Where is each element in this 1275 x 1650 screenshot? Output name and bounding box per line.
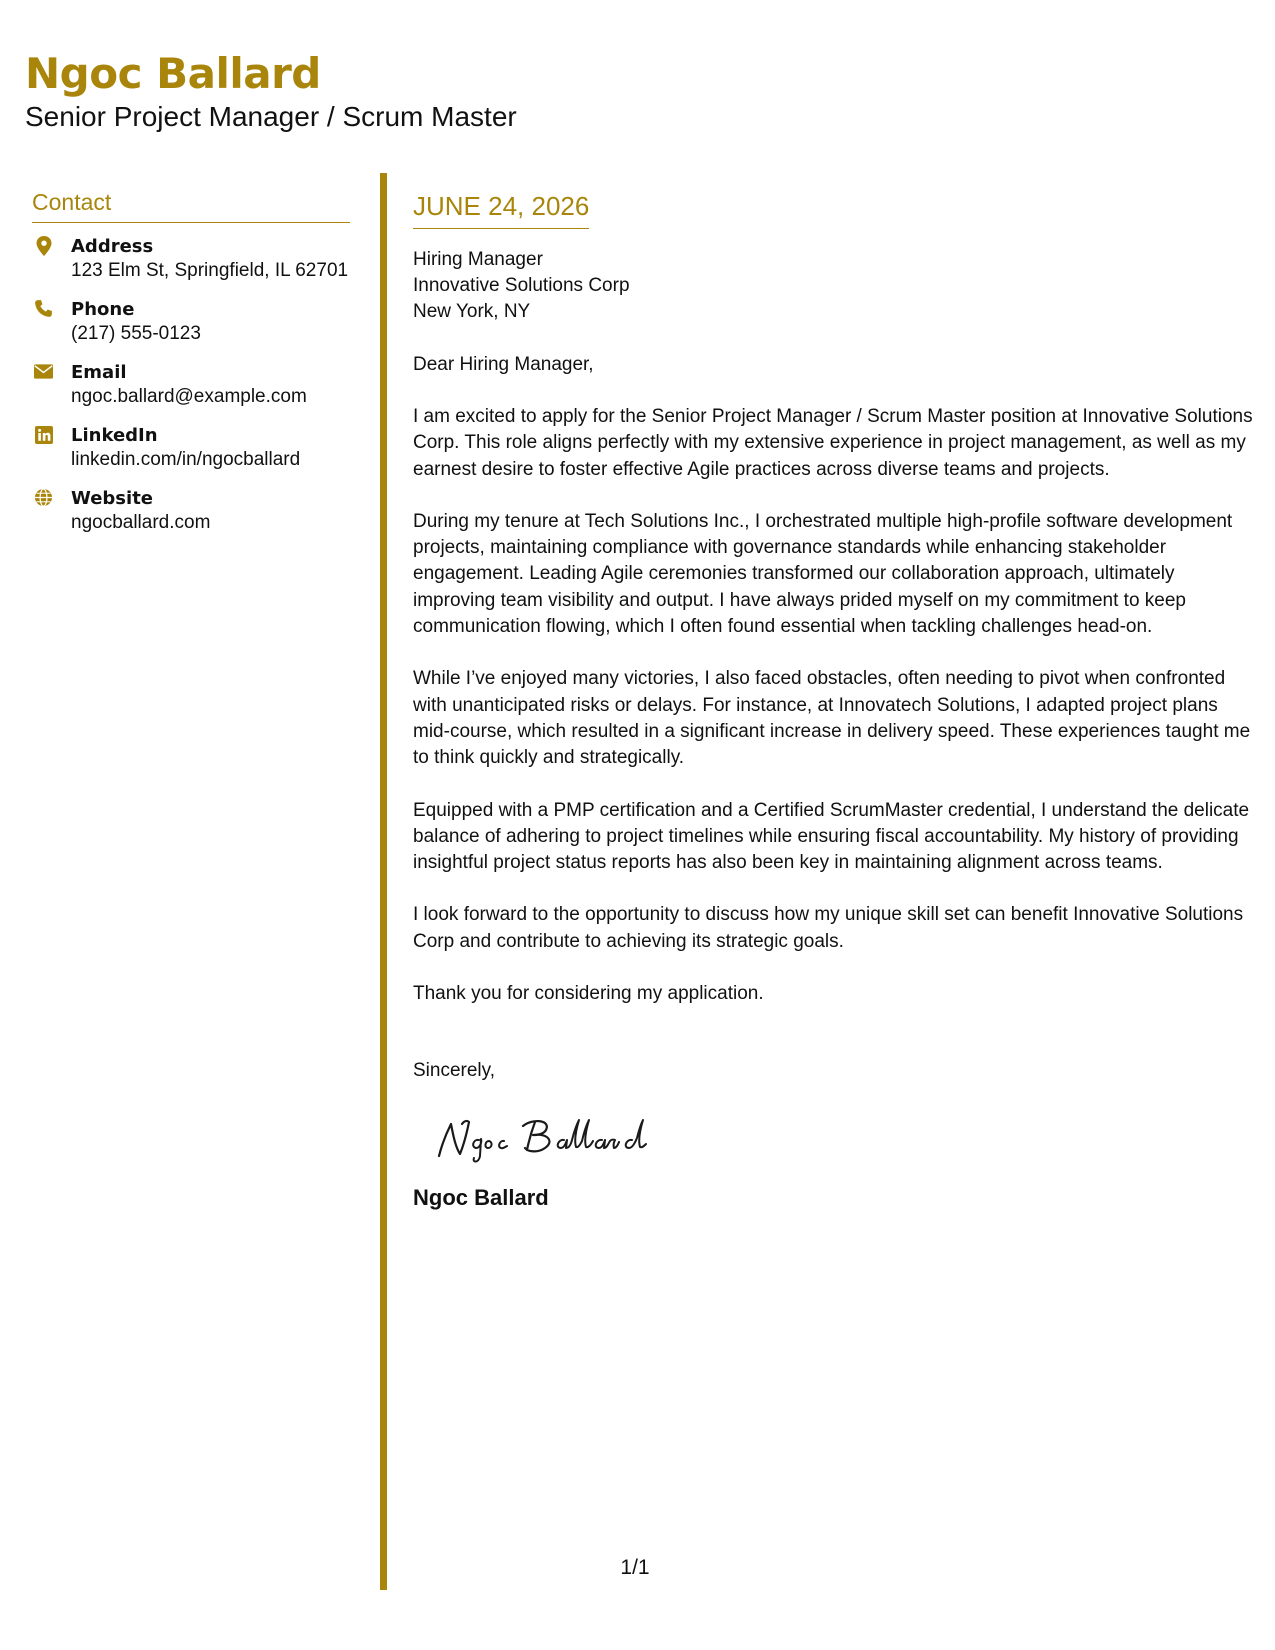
phone-value: (217) 555-0123 bbox=[71, 323, 201, 344]
job-title: Senior Project Manager / Scrum Master bbox=[25, 101, 517, 132]
contact-item-linkedin bbox=[32, 424, 350, 487]
contact-item-address bbox=[32, 235, 350, 298]
phone-label: Phone bbox=[71, 299, 135, 320]
contact-item-phone bbox=[32, 298, 350, 361]
contact-list bbox=[32, 235, 350, 550]
linkedin-value: linkedin.com/in/ngocballard bbox=[71, 449, 301, 470]
letter-paragraph: I look forward to the opportunity to discuss how my unique skill set can benefit Innovative Solutions Corp and contribute to achieving its strategic goals. bbox=[413, 904, 1244, 952]
letter-paragraph: During my tenure at Tech Solutions Inc., I orchestrated multiple high-profile software development projects, maintaining compliance with governance standards while enhancing stakeholder engagement. Leading Agile ceremonies transformed our collaboration approach, ultimately improving team visibility and output. I have always prided myself on my commitment to keep communication flowing, which I often found essential when tackling challenges head-on. bbox=[413, 510, 1233, 638]
letter-paragraph: Equipped with a PMP certification and a Certified ScrumMaster credential, I understand the delicate balance of adhering to project timelines while ensuring fiscal accountability. My history of providing insightful project status reports has also been key in maintaining alignment across teams. bbox=[413, 799, 1250, 874]
closing: Sincerely, bbox=[413, 1060, 496, 1082]
linkedin-icon bbox=[34, 425, 53, 444]
signer-name: Ngoc Ballard bbox=[413, 1185, 549, 1211]
envelope-icon bbox=[34, 362, 53, 381]
resume-header bbox=[25, 48, 517, 134]
contact-item-website bbox=[32, 487, 350, 550]
website-value: ngocballard.com bbox=[71, 512, 211, 533]
contact-sidebar bbox=[32, 188, 350, 550]
letter-date: JUNE 24, 2026 bbox=[413, 190, 589, 229]
applicant-name: Ngoc Ballard bbox=[25, 49, 321, 98]
location-pin-icon bbox=[34, 236, 53, 255]
letter-paragraph: While I’ve enjoyed many victories, I also faced obstacles, often needing to pivot when confronted with unanticipated risks or delays. For instance, at Innovatech Solutions, I adapted project plans mid-course, which resulted in a significant increase in delivery speed. These experiences taught me to think quickly and strategically. bbox=[413, 668, 1251, 769]
recipient-line: Innovative Solutions Corp bbox=[413, 275, 630, 296]
linkedin-label: LinkedIn bbox=[71, 425, 158, 446]
phone-icon bbox=[34, 299, 53, 318]
website-label: Website bbox=[71, 488, 154, 509]
contact-heading: Contact bbox=[32, 188, 350, 223]
vertical-divider bbox=[380, 173, 387, 1590]
letter-paragraph: Thank you for considering my application. bbox=[413, 983, 764, 1005]
address-label: Address bbox=[71, 236, 154, 257]
email-label: Email bbox=[71, 362, 127, 383]
address-value: 123 Elm St, Springfield, IL 62701 bbox=[71, 260, 349, 281]
email-value: ngoc.ballard@example.com bbox=[71, 386, 307, 407]
contact-item-email bbox=[32, 361, 350, 424]
recipient-line: Hiring Manager bbox=[413, 249, 543, 270]
globe-icon bbox=[34, 488, 53, 507]
recipient-line: New York, NY bbox=[413, 301, 531, 322]
handwritten-signature bbox=[433, 1112, 663, 1168]
recipient-block bbox=[413, 247, 1253, 325]
page-number: 1/1 bbox=[620, 1556, 650, 1579]
cover-letter-body bbox=[413, 190, 1253, 1212]
letter-paragraph: I am excited to apply for the Senior Project Manager / Scrum Master position at Innovative Solutions Corp. This role aligns perfectly with my extensive experience in project management, as well as my earnest desire to foster effective Agile practices across diverse teams and projects. bbox=[413, 406, 1253, 480]
salutation: Dear Hiring Manager, bbox=[413, 354, 594, 375]
